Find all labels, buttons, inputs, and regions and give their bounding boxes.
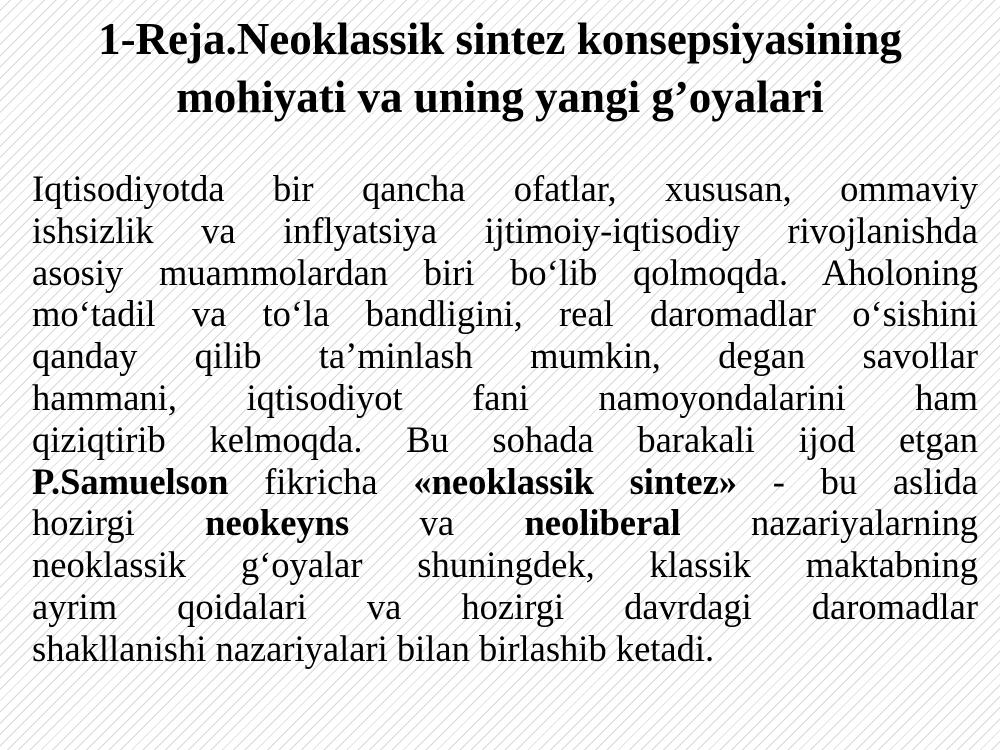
- concept-term: «neoklassik sintez»: [413, 460, 738, 502]
- slide-title: [20, 10, 980, 126]
- paragraph-line-6: hammani, iqtisodiyot fani namoyondalarini ham: [32, 376, 978, 418]
- slide-title-line-2: mohiyati va uning yangi g’oyalari: [176, 72, 824, 122]
- paragraph-line-9-text-3: nazariyalarning: [680, 502, 978, 544]
- paragraph-line-5: qanday qilib ta’minlash mumkin, degan savollar: [32, 335, 978, 377]
- paragraph-line-7: qiziqtirib kelmoqda. Bu sohada barakali ijod etgan: [32, 418, 978, 460]
- paragraph-line-3: asosiy muammolardan biri bo‘lib qolmoqda. Aholoning: [32, 251, 978, 293]
- paragraph-line-8-text-2: - bu aslida: [737, 460, 978, 502]
- body-paragraph: [32, 168, 978, 670]
- paragraph-line-11: ayrim qoidalari va hozirgi davrdagi daromadlar: [32, 585, 978, 627]
- paragraph-line-8: [32, 461, 978, 503]
- paragraph-line-9-text-1: hozirgi: [32, 502, 206, 544]
- paragraph-line-9-text-2: va: [349, 502, 525, 544]
- paragraph-line-12: shakllanishi nazariyalari bilan birlashib ketadi.: [32, 627, 715, 669]
- author-name: P.Samuelson: [32, 460, 229, 502]
- paragraph-line-2: ishsizlik va inflyatsiya ijtimoiy-iqtisodiy rivojlanishda: [32, 209, 978, 251]
- paragraph-line-4: mo‘tadil va to‘la bandligini, real daromadlar o‘sishini: [32, 293, 978, 335]
- paragraph-line-1: Iqtisodiyotda bir qancha ofatlar, xususan, ommaviy: [32, 168, 978, 209]
- paragraph-line-10: neoklassik g‘oyalar shuningdek, klassik maktabning: [32, 544, 978, 586]
- paragraph-line-9: [32, 502, 978, 544]
- slide-title-line-1: 1-Reja.Neoklassik sintez konsepsiyasining: [98, 14, 902, 64]
- paragraph-line-8-text-1: fikricha: [228, 460, 414, 502]
- neoliberal-term: neoliberal: [524, 502, 681, 544]
- neokeyns-term: neokeyns: [205, 502, 350, 544]
